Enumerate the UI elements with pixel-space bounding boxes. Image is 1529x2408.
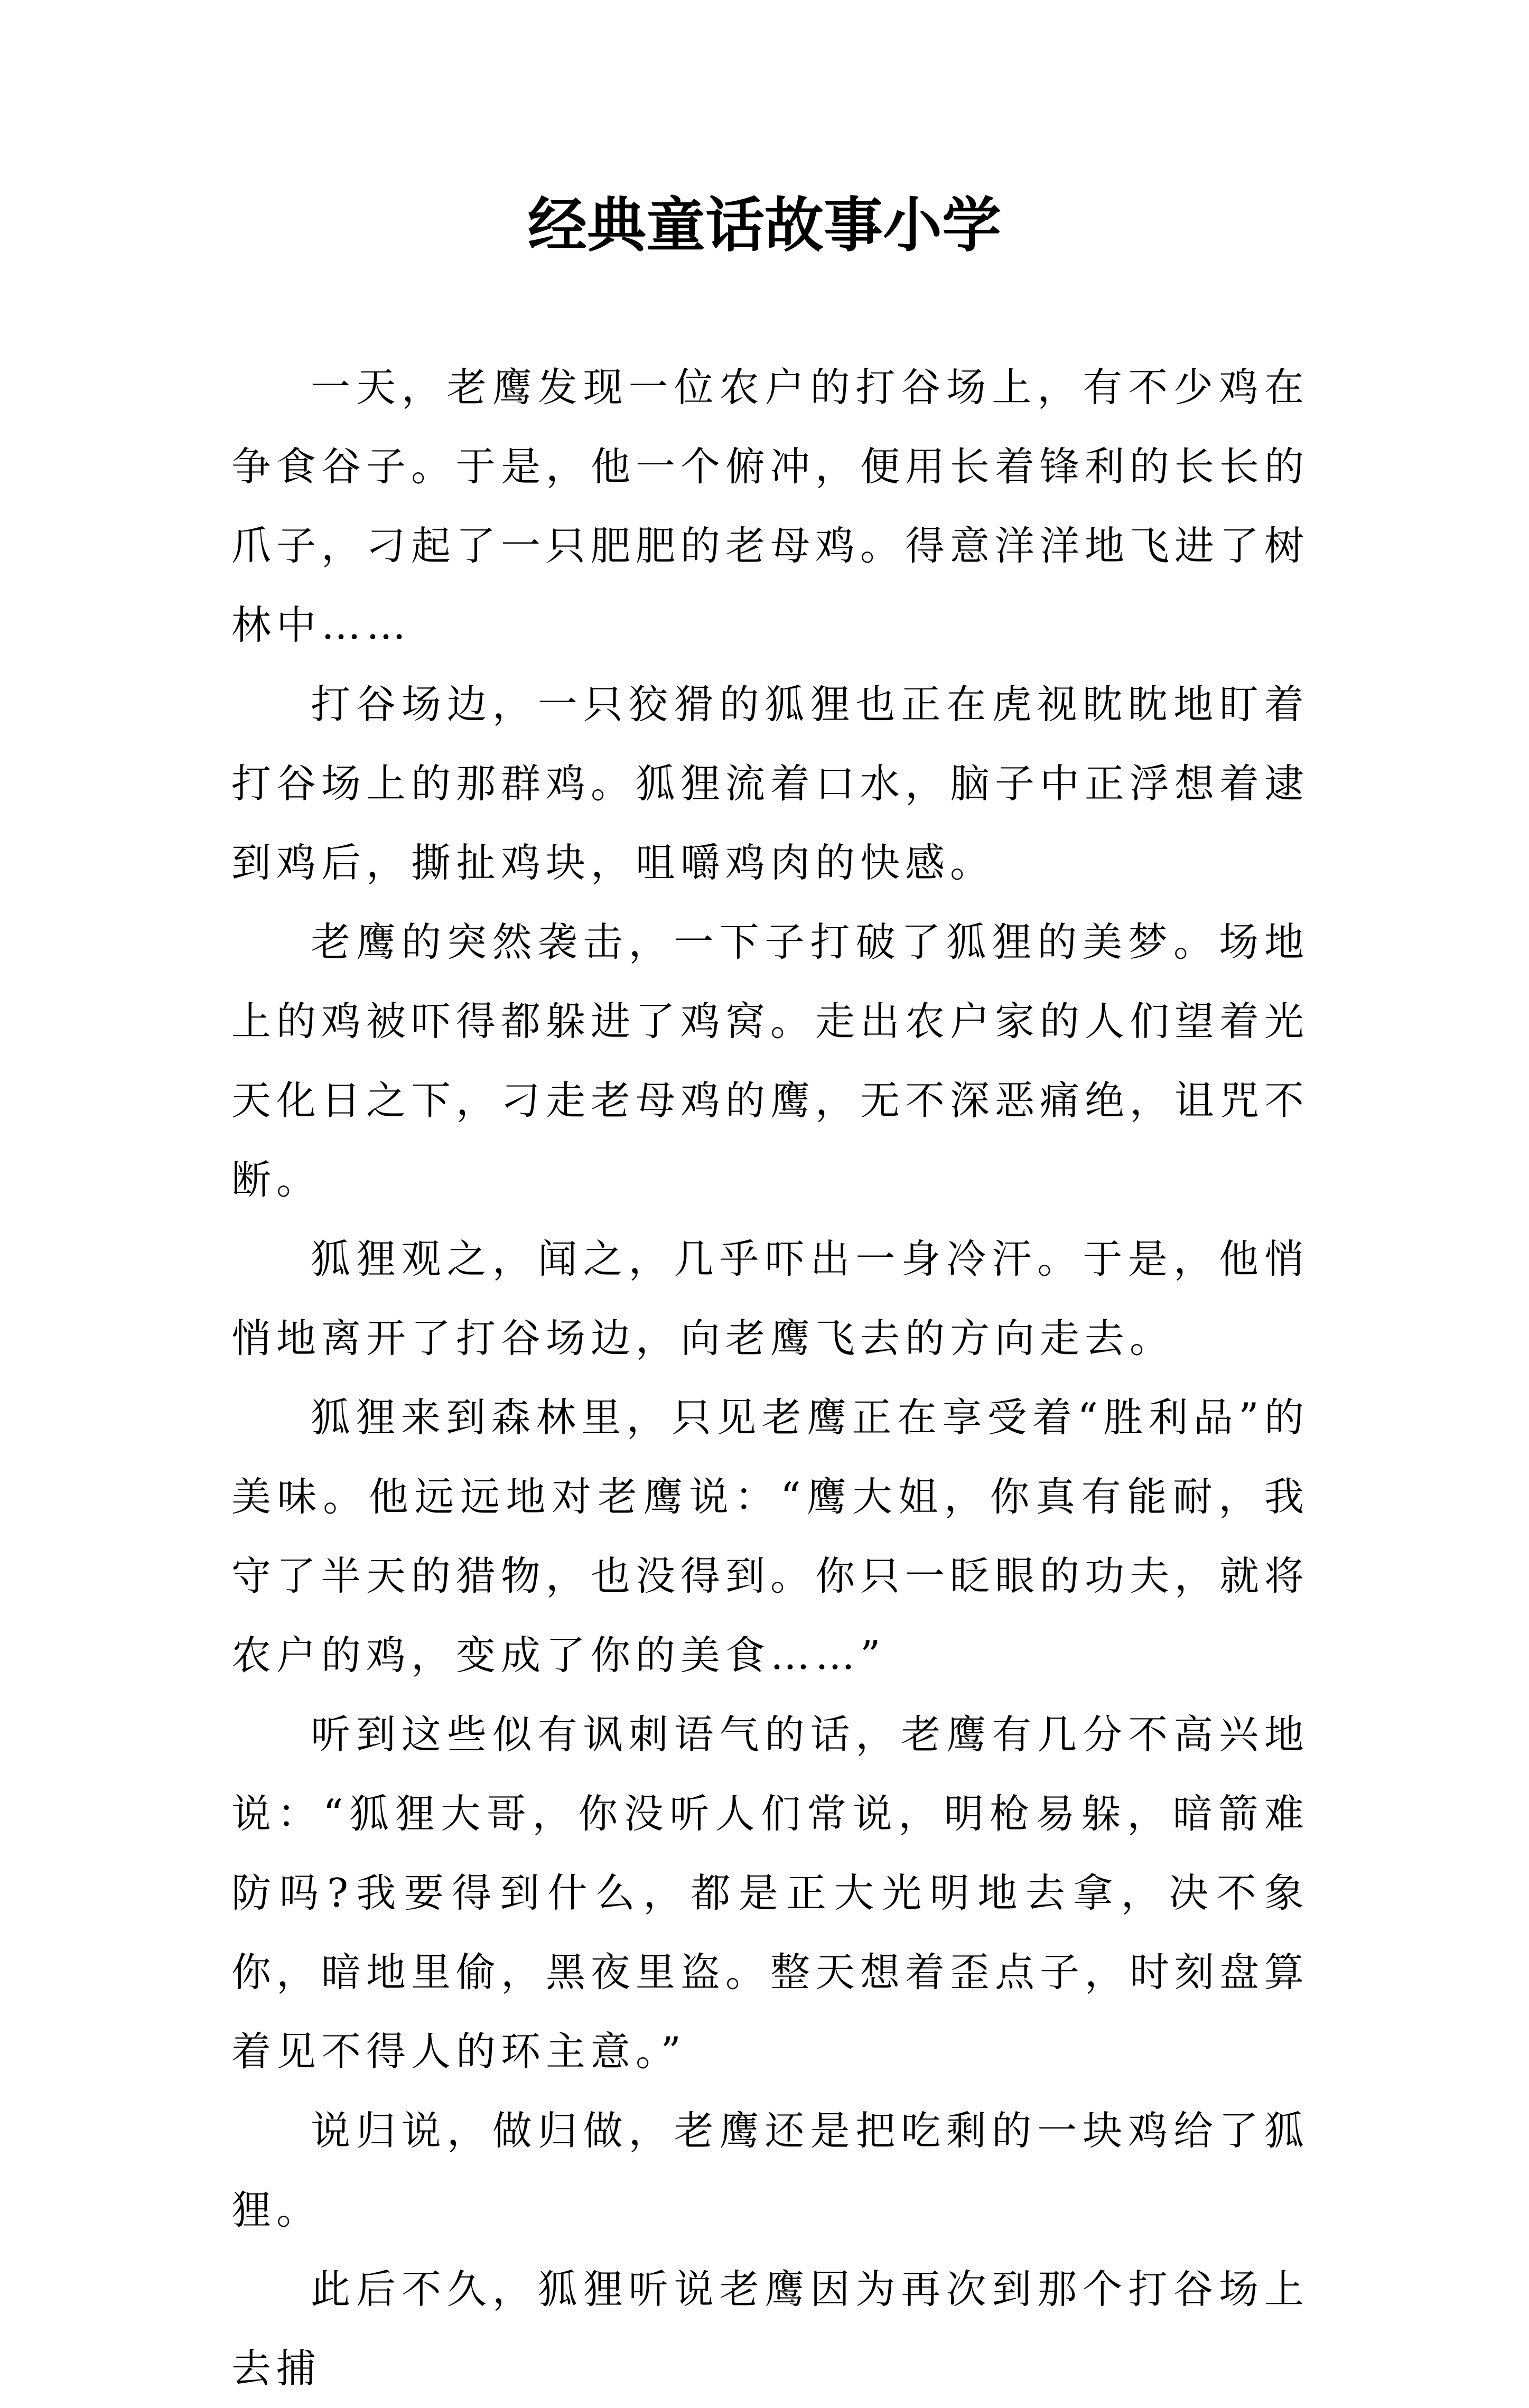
paragraph: 打谷场边，一只狡猾的狐狸也正在虎视眈眈地盯着打谷场上的那群鸡。狐狸流着口水，脑子中正浮想着逮到鸡后，撕扯鸡块，咀嚼鸡肉的快感。 [231, 681, 1310, 886]
paragraph: 老鹰的突然袭击，一下子打破了狐狸的美梦。场地上的鸡被吓得都躲进了鸡窝。走出农户家的人们望着光天化日之下，刁走老母鸡的鹰，无不深恶痛绝，诅咒不断。 [231, 919, 1310, 1203]
document-title: 经典童话故事小学 [528, 191, 1001, 260]
paragraph: 狐狸观之，闻之，几乎吓出一身冷汗。于是，他悄悄地离开了打谷场边，向老鹰飞去的方向走去。 [231, 1236, 1309, 1361]
document-body [231, 348, 1309, 2408]
paragraph: 听到这些似有讽刺语气的话，老鹰有几分不高兴地说：“狐狸大哥，你没听人们常说，明枪易躲，暗箭难防吗?我要得到什么，都是正大光明地去拿，决不象你，暗地里偷，黑夜里盗。整天想着歪点子，时刻盘算着见不得人的环主意。” [231, 1711, 1310, 2075]
paragraph: 一天，老鹰发现一位农户的打谷场上，有不少鸡在争食谷子。于是，他一个俯冲，便用长着锋利的长长的爪子，刁起了一只肥肥的老母鸡。得意洋洋地飞进了树林中…… [231, 364, 1310, 648]
paragraph: 此后不久，狐狸听说老鹰因为再次到那个打谷场上去捕 [231, 2266, 1309, 2392]
paragraph: 说归说，做归做，老鹰还是把吃剩的一块鸡给了狐狸。 [231, 2107, 1309, 2233]
paragraph: 狐狸来到森林里，只见老鹰正在享受着“胜利品”的美味。他远远地对老鹰说：“鹰大姐，你真有能耐，我守了半天的猎物，也没得到。你只一眨眼的功夫，就将农户的鸡，变成了你的美食……” [231, 1394, 1310, 1678]
